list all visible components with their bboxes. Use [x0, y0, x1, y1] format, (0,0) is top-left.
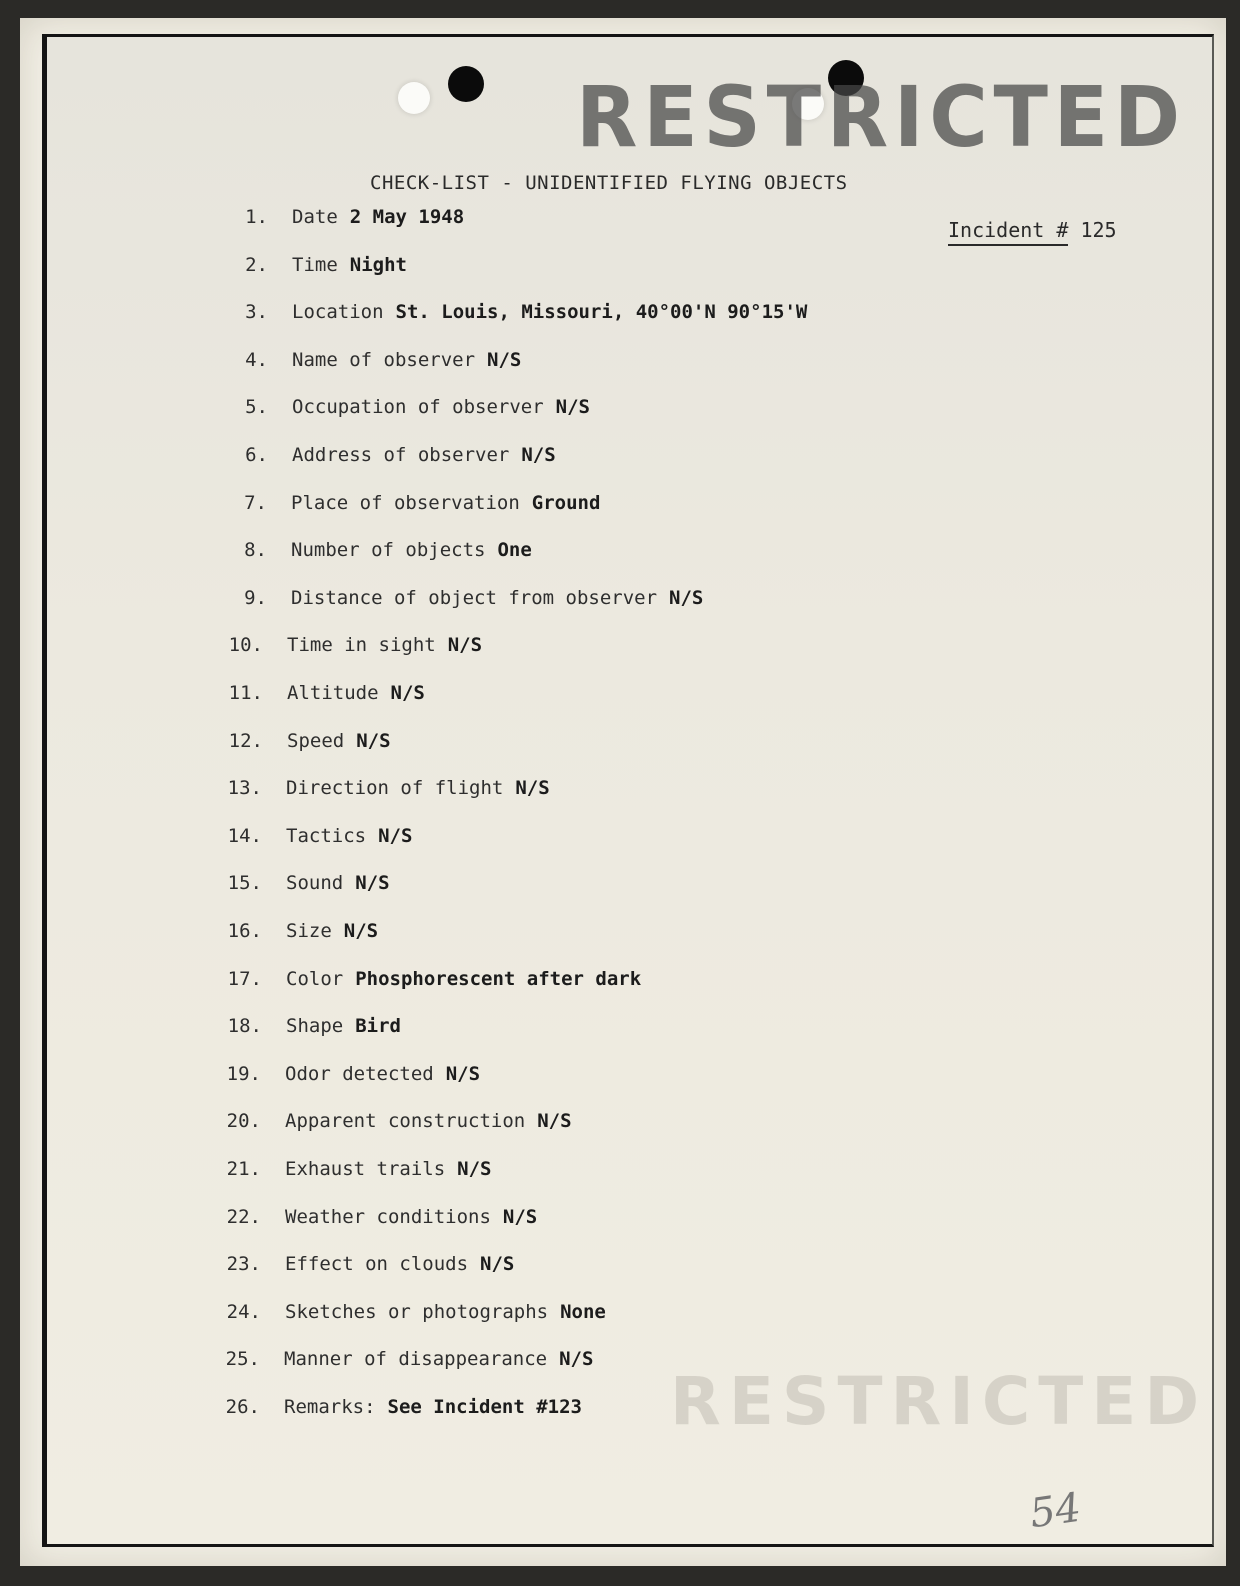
item-number: 24. — [226, 1300, 261, 1323]
item-field — [286, 777, 550, 799]
item-value: N/S — [669, 586, 704, 609]
item-number: 7. — [244, 491, 267, 514]
item-value: N/S — [447, 634, 483, 657]
item-field — [285, 1253, 514, 1275]
item-value: Phosphorescent after dark — [355, 967, 642, 990]
item-value: N/S — [555, 396, 590, 419]
item-value: N/S — [457, 1158, 492, 1180]
item-field — [284, 1396, 582, 1418]
document-sheet — [20, 18, 1226, 1566]
item-number: 5. — [245, 396, 268, 419]
item-value: N/S — [480, 1253, 515, 1276]
item-value: See Incident #123 — [387, 1396, 582, 1418]
item-value: Night — [349, 253, 407, 276]
handwritten-page-number: 54 — [1027, 1484, 1084, 1538]
item-label: Exhaust trails — [285, 1158, 446, 1180]
item-field — [287, 730, 391, 752]
item-field — [291, 587, 703, 609]
item-number: 3. — [245, 301, 268, 324]
item-value: N/S — [537, 1110, 572, 1133]
item-number: 4. — [245, 348, 268, 371]
item-field — [285, 1206, 537, 1228]
document-title: CHECK-LIST - UNIDENTIFIED FLYING OBJECTS — [370, 172, 848, 194]
item-value: Bird — [355, 1015, 401, 1038]
item-number: 18. — [227, 1015, 262, 1038]
item-number: 23. — [226, 1253, 261, 1276]
item-field — [286, 825, 412, 847]
item-label: Remarks: — [284, 1396, 376, 1418]
item-field — [286, 968, 641, 990]
item-number: 1. — [245, 206, 268, 228]
item-label: Place of observation — [291, 491, 520, 514]
item-value: N/S — [487, 348, 522, 371]
item-label: Location — [292, 301, 384, 324]
item-field — [291, 492, 600, 514]
item-number: 16. — [227, 920, 262, 942]
item-field — [287, 634, 482, 656]
item-label: Effect on clouds — [285, 1253, 469, 1276]
item-value: St. Louis, Missouri, 40°00'N 90°15'W — [395, 301, 808, 324]
restricted-stamp: RESTRICTED — [576, 68, 1186, 166]
item-label: Color — [286, 967, 344, 990]
item-number: 6. — [245, 444, 268, 466]
item-label: Weather conditions — [285, 1205, 491, 1228]
item-label: Sound — [286, 872, 344, 895]
item-field — [292, 254, 407, 276]
item-label: Direction of flight — [286, 777, 504, 800]
item-label: Shape — [286, 1015, 344, 1038]
item-value: N/S — [390, 682, 425, 704]
item-label: Time — [292, 253, 338, 276]
item-field — [287, 682, 425, 704]
item-number: 19. — [226, 1062, 261, 1085]
item-field — [285, 1110, 572, 1132]
item-field — [284, 1348, 593, 1370]
item-value: Ground — [531, 491, 601, 514]
item-number: 17. — [227, 967, 262, 990]
item-label: Manner of disappearance — [284, 1348, 548, 1371]
incident-number — [948, 218, 1117, 242]
item-value: N/S — [559, 1348, 594, 1371]
item-field — [292, 301, 807, 323]
punch-hole — [448, 66, 484, 102]
item-label: Odor detected — [285, 1062, 434, 1085]
item-field — [286, 1015, 401, 1037]
item-label: Time in sight — [287, 634, 436, 657]
item-field — [292, 349, 521, 371]
item-number: 12. — [228, 729, 263, 752]
item-value: N/S — [355, 872, 390, 895]
item-label: Number of objects — [291, 539, 486, 562]
item-field — [286, 872, 390, 894]
item-number: 2. — [245, 253, 268, 276]
item-label: Sketches or photographs — [285, 1300, 549, 1323]
restricted-stamp-faded: RESTRICTED — [670, 1363, 1208, 1440]
item-label: Address of observer — [292, 444, 510, 466]
item-number: 22. — [226, 1205, 261, 1228]
item-label: Apparent construction — [285, 1110, 526, 1133]
item-number: 14. — [227, 824, 262, 847]
item-label: Speed — [287, 729, 345, 752]
item-field — [285, 1158, 491, 1180]
incident-label: Incident # — [948, 218, 1068, 246]
item-value: 2 May 1948 — [349, 206, 465, 228]
item-value: N/S — [445, 1062, 481, 1085]
item-field — [292, 206, 464, 228]
item-value: N/S — [378, 824, 413, 847]
item-label: Size — [286, 920, 332, 942]
item-number: 21. — [226, 1158, 261, 1180]
item-label: Name of observer — [292, 348, 476, 371]
item-value: N/S — [502, 1205, 538, 1228]
item-number: 8. — [244, 539, 267, 562]
item-number: 11. — [228, 682, 263, 704]
item-value: None — [560, 1300, 606, 1323]
item-value: One — [497, 539, 532, 562]
item-label: Occupation of observer — [292, 396, 544, 419]
item-label: Altitude — [287, 682, 379, 704]
item-number: 20. — [226, 1110, 261, 1133]
item-value: N/S — [343, 920, 379, 942]
item-field — [292, 396, 590, 418]
item-label: Distance of object from observer — [291, 586, 658, 609]
item-number: 15. — [227, 872, 262, 895]
item-value: N/S — [356, 729, 391, 752]
item-field — [285, 1063, 480, 1085]
item-field — [285, 1301, 606, 1323]
item-value: N/S — [515, 777, 550, 800]
item-field — [291, 539, 532, 561]
punch-hole — [398, 82, 430, 114]
item-label: Tactics — [286, 824, 367, 847]
item-value: N/S — [521, 444, 556, 466]
incident-value: 125 — [1080, 218, 1117, 242]
item-field — [286, 920, 378, 942]
item-number: 9. — [244, 586, 267, 609]
item-number: 25. — [225, 1348, 260, 1371]
item-number: 26. — [225, 1396, 260, 1418]
item-number: 10. — [228, 634, 263, 657]
item-field — [292, 444, 556, 466]
item-number: 13. — [227, 777, 262, 800]
item-label: Date — [292, 206, 338, 228]
